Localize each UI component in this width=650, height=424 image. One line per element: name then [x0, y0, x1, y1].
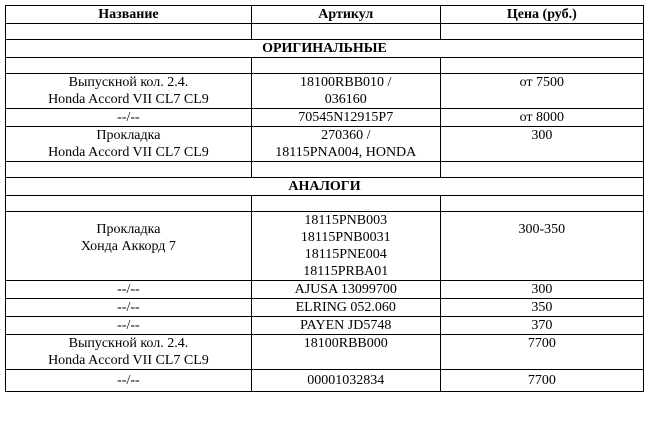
empty-row — [6, 58, 644, 74]
empty-row — [6, 162, 644, 178]
price-table — [5, 5, 644, 392]
cell-name: --/-- — [6, 370, 252, 392]
price-table-wrapper — [5, 5, 644, 392]
cell-price: 300-350 — [440, 212, 643, 281]
cell-price: 7700 — [440, 370, 643, 392]
header-article: Артикул — [251, 6, 440, 24]
table-row — [6, 212, 644, 281]
cell-name: Прокладка Honda Accord VII CL7 CL9 — [6, 127, 252, 162]
cell-price: 370 — [440, 317, 643, 335]
section-row-analogs — [6, 178, 644, 196]
cell-price: от 8000 — [440, 109, 643, 127]
cell-article: 18100RBB000 — [251, 335, 440, 370]
table-row — [6, 127, 644, 162]
cell-price: от 7500 — [440, 74, 643, 109]
cell-article: 270360 / 18115PNA004, HONDA — [251, 127, 440, 162]
table-row — [6, 335, 644, 370]
section-row-original — [6, 40, 644, 58]
cell-name: --/-- — [6, 299, 252, 317]
cell-name: --/-- — [6, 317, 252, 335]
cell-article: 18115PNB003 18115PNB0031 18115PNE004 18115PRBA01 — [251, 212, 440, 281]
section-title-analogs: АНАЛОГИ — [6, 178, 644, 196]
table-row — [6, 281, 644, 299]
cell-name: Выпускной кол. 2.4. Honda Accord VII CL7 CL9 — [6, 335, 252, 370]
cell-name: Выпускной кол. 2.4. Honda Accord VII CL7 CL9 — [6, 74, 252, 109]
cell-price: 300 — [440, 127, 643, 162]
cell-article: PAYEN JD5748 — [251, 317, 440, 335]
cell-article: 70545N12915P7 — [251, 109, 440, 127]
table-row — [6, 370, 644, 392]
header-name: Название — [6, 6, 252, 24]
header-price: Цена (руб.) — [440, 6, 643, 24]
table-row — [6, 109, 644, 127]
table-row — [6, 299, 644, 317]
cell-name: --/-- — [6, 109, 252, 127]
cell-name: --/-- — [6, 281, 252, 299]
cell-price: 7700 — [440, 335, 643, 370]
header-row — [6, 6, 644, 24]
cell-article: 18100RBB010 / 036160 — [251, 74, 440, 109]
empty-row — [6, 24, 644, 40]
cell-article: 00001032834 — [251, 370, 440, 392]
cell-article: AJUSA 13099700 — [251, 281, 440, 299]
cell-price: 350 — [440, 299, 643, 317]
table-row — [6, 74, 644, 109]
table-row — [6, 317, 644, 335]
section-title-original: ОРИГИНАЛЬНЫЕ — [6, 40, 644, 58]
cell-name: Прокладка Хонда Аккорд 7 — [6, 212, 252, 281]
cell-article: ELRING 052.060 — [251, 299, 440, 317]
cell-price: 300 — [440, 281, 643, 299]
empty-row — [6, 196, 644, 212]
